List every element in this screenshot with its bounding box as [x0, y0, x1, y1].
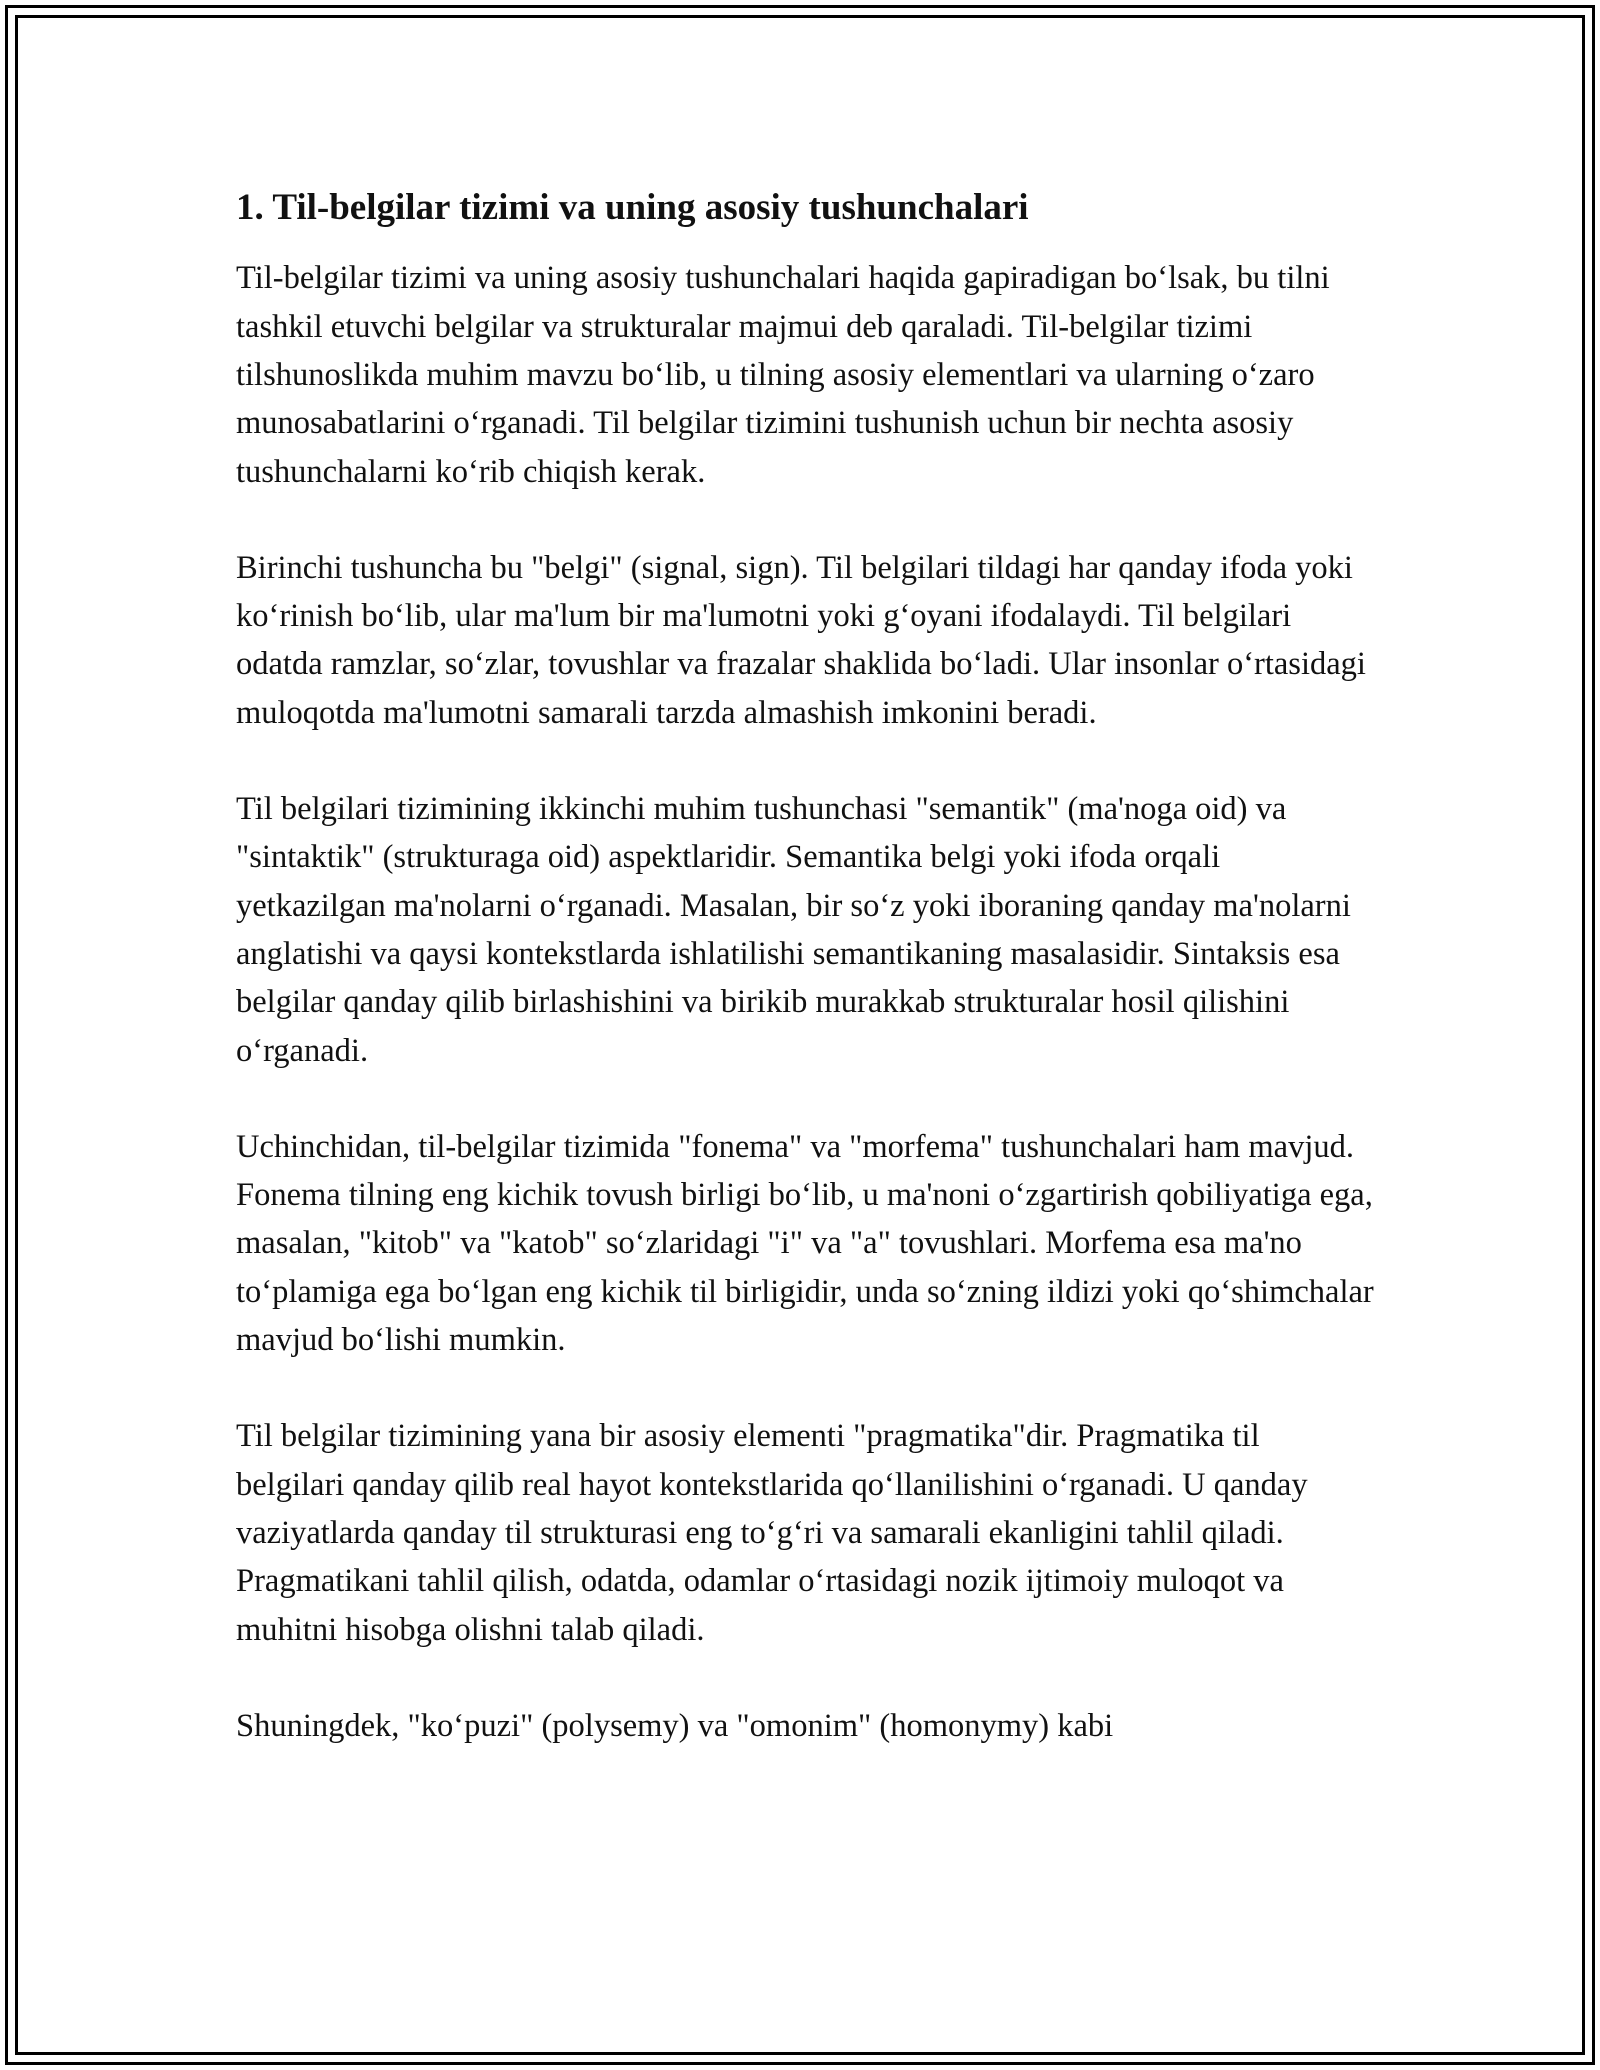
document-body — [236, 186, 1376, 1750]
paragraph-sign: Birinchi tushuncha bu "belgi" (signal, sign). Til belgilari tildagi har qanday ifoda yoki ko‘rinish bo‘lib, ular ma'lum bir ma'lumotni yoki g‘oyani ifodalaydi. Til belgilari odatda ramzlar, so‘zlar, tovushlar va frazalar shaklida bo‘ladi. Ular insonlar o‘rtasidagi muloqotda ma'lumotni samarali tarzda almashish imkonini beradi. — [236, 549, 1366, 731]
paragraph-intro: Til-belgilar tizimi va uning asosiy tushunchalari haqida gapiradigan bo‘lsak, bu tilni tashkil etuvchi belgilar va strukturalar majmui deb qaraladi. Til-belgilar tizimi tilshunoslikda muhim mavzu bo‘lib, u tilning asosiy elementlari va ularning o‘zaro munosabatlarini o‘rganadi. Til belgilar tizimini tushunish uchun bir nechta asosiy tushunchalarni ko‘rib chiqish kerak. — [236, 260, 1330, 490]
paragraph-semantics-syntax: Til belgilari tizimining ikkinchi muhim tushunchasi "semantik" (ma'noga oid) va "sintaktik" (strukturaga oid) aspektlaridir. Semantika belgi yoki ifoda orqali yetkazilgan ma'nolarni o‘rganadi. Masalan, bir so‘z yoki iboraning qanday ma'nolarni anglatishi va qaysi kontekstlarda ishlatilishi semantikaning masalasidir. Sintaksis esa belgilar qanday qilib birlashishini va birikib murakkab strukturalar hosil qilishini o‘rganadi. — [236, 791, 1351, 1069]
paragraph-phoneme-morpheme: Uchinchidan, til-belgilar tizimida "fonema" va "morfema" tushunchalari ham mavjud. Fonema tilning eng kichik tovush birligi bo‘lib, u ma'noni o‘zgartirish qobiliyatiga ega, masalan, "kitob" va "katob" so‘zlaridagi "i" va "a" tovushlari. Morfema esa ma'no to‘plamiga ega bo‘lgan eng kichik til birligidir, unda so‘zning ildizi yoki qo‘shimchalar mavjud bo‘lishi mumkin. — [236, 1128, 1374, 1359]
section-heading: 1. Til-belgilar tizimi va uning asosiy tushunchalari — [236, 187, 1029, 228]
paragraph-pragmatics: Til belgilar tizimining yana bir asosiy elementi "pragmatika"dir. Pragmatika til belgilari qanday qilib real hayot kontekstlarida qo‘llanilishini o‘rganadi. U qanday vaziyatlarda qanday til strukturasi eng to‘g‘ri va samarali ekanligini tahlil qiladi. Pragmatikani tahlil qilish, odatda, odamlar o‘rtasidagi nozik ijtimoiy muloqot va muhitni hisobga olishni talab qiladi. — [236, 1418, 1308, 1648]
paragraph-polysemy: Shuningdek, "ko‘puzi" (polysemy) va "omonim" (homonymy) kabi — [236, 1707, 1114, 1744]
